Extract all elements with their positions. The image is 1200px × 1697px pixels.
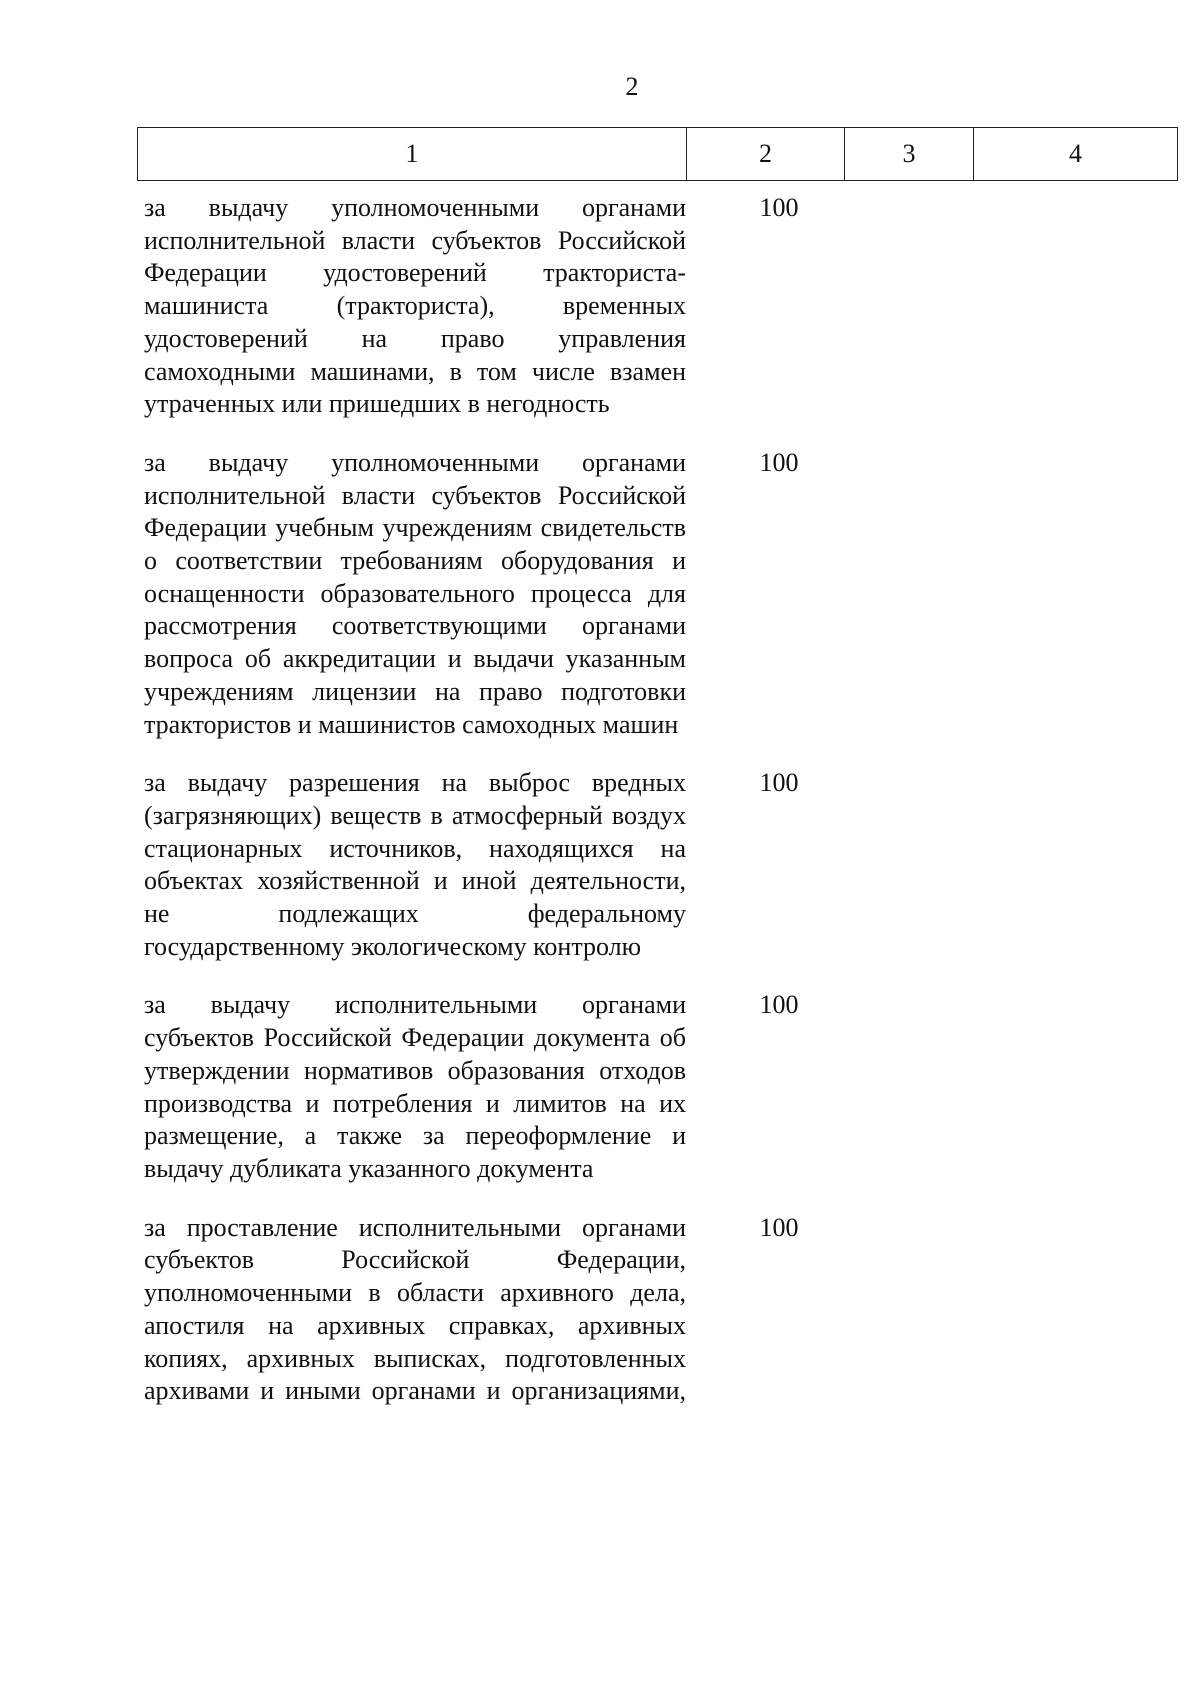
column-3-header: 3 [845, 128, 974, 181]
fee-entry-amount: 100 [759, 990, 799, 1020]
fee-entry [144, 989, 1184, 1185]
column-2-header: 2 [687, 128, 845, 181]
fee-entry-description: за проставление исполнительными органами субъектов Российской Федерации, уполномоченными в области архивного дела, апостиля на архивных справках, архивных копиях, архивных выписках, подготовленных архивами и иными органами и организациями, [144, 1212, 686, 1406]
fee-entry [144, 192, 1184, 421]
fee-entry [144, 1212, 1184, 1408]
fee-entry-amount: 100 [759, 193, 799, 222]
fee-entry-description: за выдачу уполномоченными органами исполнительной власти субъектов Российской Федерации учебным учреждениям свидетельств о соответствии требованиям оборудования и оснащенности образовательного процесса для рассмотрения соответствующими органами вопроса об аккредитации и выдачи указанным учреждениям лицензии на право подготовки трактористов и машинистов самоходных машин [144, 447, 686, 739]
fee-entry-amount: 100 [759, 768, 799, 798]
table-header-row [138, 128, 1178, 181]
fee-entry [144, 447, 1184, 741]
fee-entry-description: за выдачу уполномоченными органами исполнительной власти субъектов Российской Федерации удостоверений тракториста-машиниста (тракториста), временных удостоверений на право управления самоходными машинами, в том числе взамен утраченных или пришедших в негодность [144, 193, 686, 419]
fee-entry-amount: 100 [759, 1212, 799, 1242]
column-1-header: 1 [138, 128, 687, 181]
table-header [137, 127, 1178, 181]
fee-entries-list [144, 192, 1184, 1434]
fee-entry [144, 767, 1184, 963]
fee-entry-description: за выдачу разрешения на выброс вредных (загрязняющих) веществ в атмосферный воздух стационарных источников, находящихся на объектах хозяйственной и иной деятельности, не подлежащих федеральному государственному экологическому контролю [144, 768, 686, 961]
fee-entry-description: за выдачу исполнительными органами субъектов Российской Федерации документа об утверждении нормативов образования отходов производства и потребления и лимитов на их размещение, а также за переоформление и выдачу дубликата указанного документа [144, 990, 686, 1183]
fee-entry-amount: 100 [759, 447, 799, 477]
page-number: 2 [625, 72, 639, 101]
column-4-header: 4 [974, 128, 1178, 181]
